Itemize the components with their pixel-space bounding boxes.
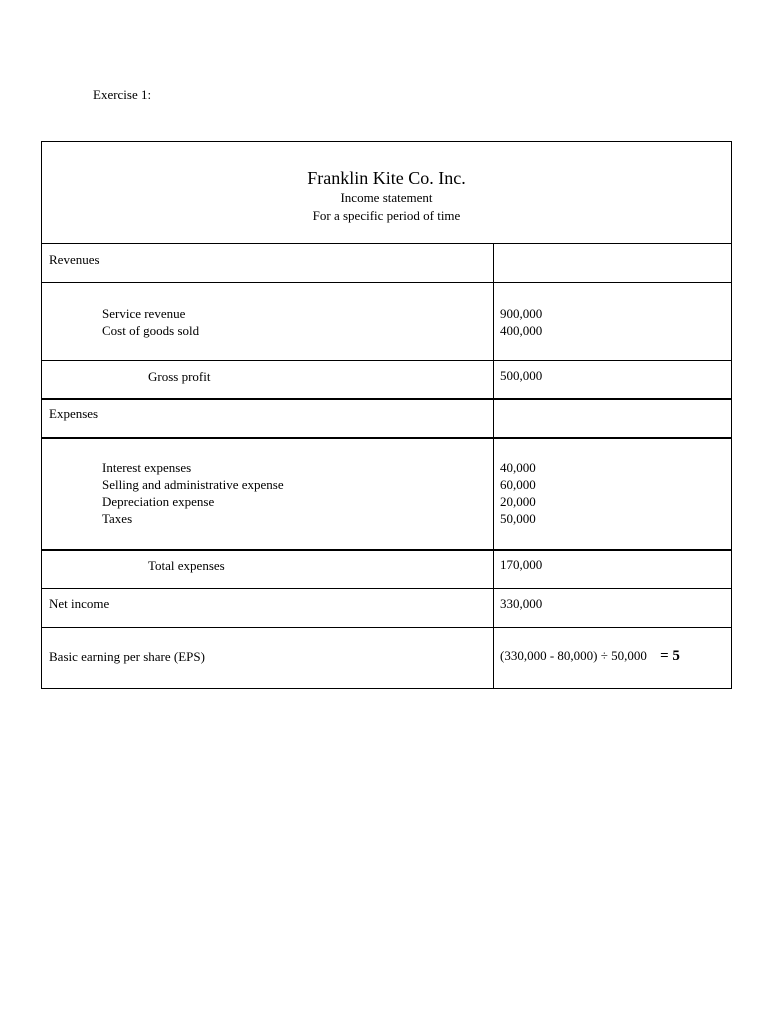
cogs-value: 400,000 xyxy=(500,323,543,338)
total-expenses-label: Total expenses xyxy=(148,558,225,573)
net-income-value: 330,000 xyxy=(500,596,543,611)
revenues-value-empty xyxy=(494,244,731,282)
total-expenses-value: 170,000 xyxy=(500,557,543,572)
expenses-header-row xyxy=(42,400,731,439)
interest-expenses-value: 40,000 xyxy=(500,460,536,475)
eps-formula: (330,000 - 80,000) ÷ 50,000 xyxy=(500,648,647,663)
gross-profit-value: 500,000 xyxy=(500,368,543,383)
gross-profit-label: Gross profit xyxy=(148,369,211,384)
income-statement-table xyxy=(41,141,732,689)
total-expenses-row xyxy=(42,551,731,589)
statement-header xyxy=(42,142,731,244)
eps-value xyxy=(494,628,731,688)
interest-expenses-label: Interest expenses xyxy=(102,460,192,475)
eps-row xyxy=(42,628,731,688)
taxes-label: Taxes xyxy=(102,511,133,526)
service-revenue-label: Service revenue xyxy=(102,306,186,321)
gross-profit-cell xyxy=(42,361,494,398)
company-name: Franklin Kite Co. Inc. xyxy=(307,168,466,188)
exercise-label: Exercise 1: xyxy=(93,87,152,102)
statement-title: Income statement xyxy=(340,190,433,205)
net-income-row xyxy=(42,589,731,628)
revenue-items-labels xyxy=(42,283,494,360)
taxes-value: 50,000 xyxy=(500,511,536,526)
service-revenue-value: 900,000 xyxy=(500,306,543,321)
expenses-label: Expenses xyxy=(42,400,494,437)
eps-label: Basic earning per share (EPS) xyxy=(42,628,494,688)
revenues-label: Revenues xyxy=(42,244,494,282)
expense-items-values xyxy=(494,439,731,549)
expenses-value-empty xyxy=(494,400,731,437)
depreciation-expense-label: Depreciation expense xyxy=(102,494,215,509)
eps-result: = 5 xyxy=(660,648,680,664)
statement-period: For a specific period of time xyxy=(312,208,461,223)
depreciation-expense-value: 20,000 xyxy=(500,494,536,509)
selling-admin-expense-value: 60,000 xyxy=(500,477,536,492)
revenues-header-row xyxy=(42,244,731,283)
total-expenses-cell xyxy=(42,551,494,588)
expense-items-row xyxy=(42,439,731,551)
cogs-label: Cost of goods sold xyxy=(102,323,200,338)
expense-items-labels xyxy=(42,439,494,549)
gross-profit-row xyxy=(42,361,731,400)
selling-admin-expense-label: Selling and administrative expense xyxy=(102,477,284,492)
net-income-label: Net income xyxy=(42,589,494,627)
revenue-items-values xyxy=(494,283,731,360)
revenue-items-row xyxy=(42,283,731,361)
